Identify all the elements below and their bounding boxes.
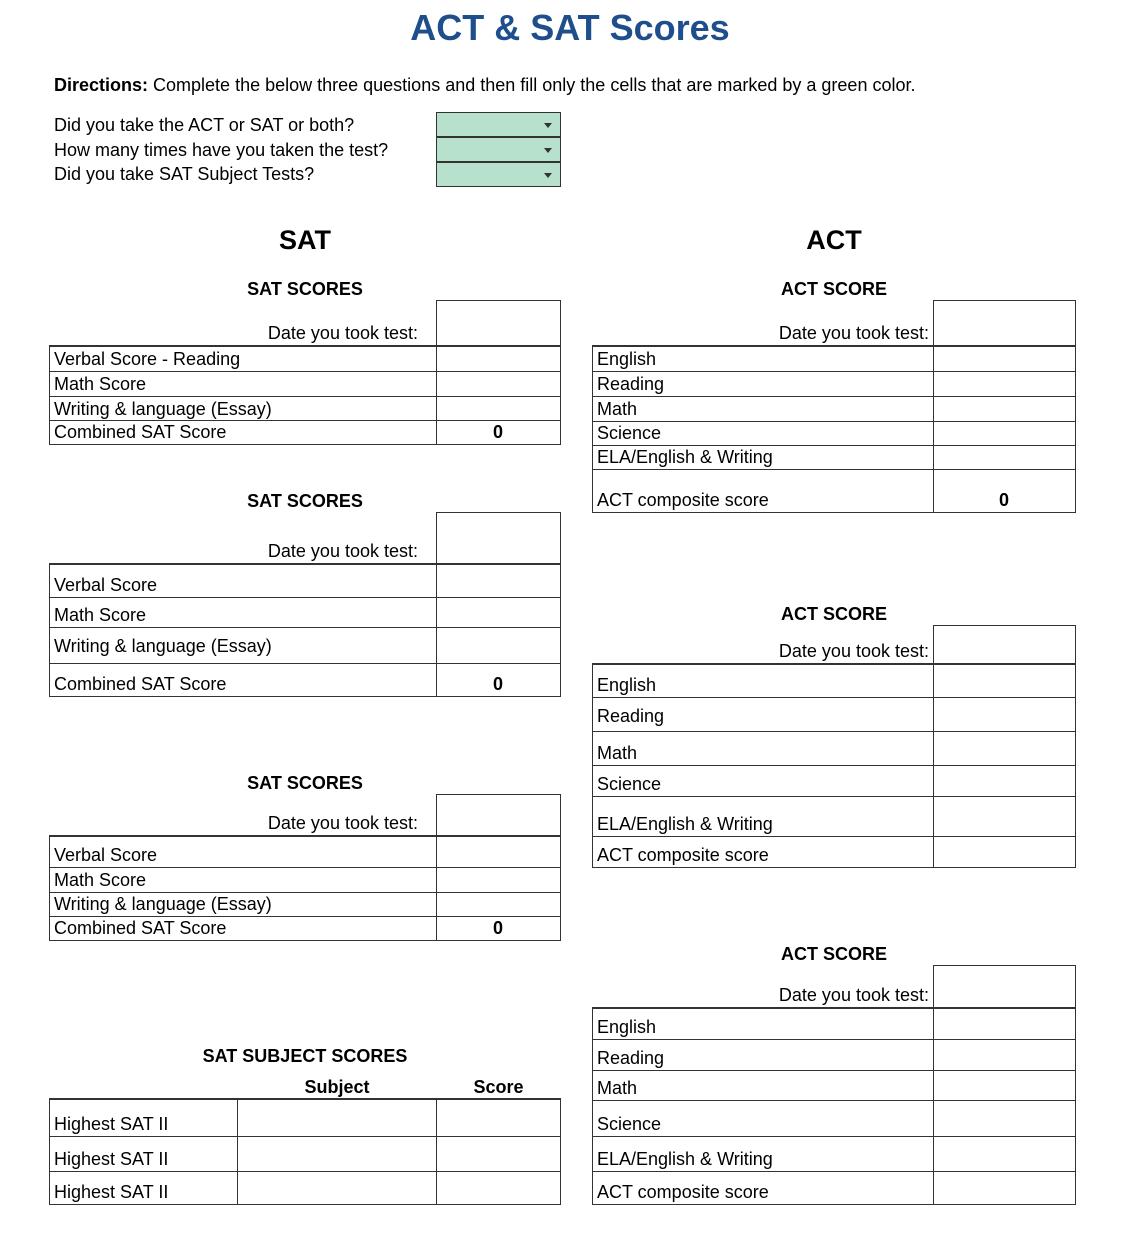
sat-subject-table: [49, 1098, 561, 1205]
times-taken-dropdown[interactable]: [436, 137, 561, 162]
sat-3-table: [49, 835, 561, 941]
sat-heading: SAT: [279, 225, 331, 255]
table-row: [593, 1039, 1075, 1070]
table-row: [50, 1099, 560, 1136]
act-heading: ACT: [806, 225, 862, 255]
row-label: Reading: [597, 706, 665, 726]
table-row: [50, 420, 560, 444]
row-label: Science: [597, 1114, 662, 1134]
row-label: ACT composite score: [597, 845, 769, 865]
row-label: Writing & language (Essay): [54, 399, 272, 419]
row-label: Writing & language (Essay): [54, 636, 272, 656]
act-2-date-input[interactable]: [933, 625, 1076, 664]
row-label: Verbal Score - Reading: [54, 349, 241, 369]
table-row: [593, 469, 1075, 512]
score-column-header: Score: [473, 1077, 524, 1097]
row-label: English: [597, 349, 657, 369]
combined-sat-value: 0: [492, 674, 503, 694]
sat-2-date-input[interactable]: [436, 512, 561, 564]
row-label: Highest SAT II: [54, 1114, 169, 1134]
table-row: [50, 836, 560, 867]
sat-1-date-input[interactable]: [436, 300, 561, 346]
chevron-down-icon: [544, 123, 552, 128]
row-label: Verbal Score: [54, 575, 158, 595]
row-label: ELA/English & Writing: [597, 814, 773, 834]
sat-subject-title: SAT SUBJECT SCORES: [202, 1046, 408, 1066]
table-row: [593, 421, 1075, 445]
act-block-3-title: ACT SCORE: [780, 944, 887, 964]
table-row: [593, 371, 1075, 396]
row-label: ELA/English & Writing: [597, 1149, 773, 1169]
row-label: ACT composite score: [597, 490, 769, 510]
table-row: [50, 1136, 560, 1171]
row-label: Math Score: [54, 374, 147, 394]
test-type-dropdown[interactable]: [436, 112, 561, 137]
directions-label: Directions:: [54, 75, 149, 95]
page-title: ACT & SAT Scores: [410, 7, 730, 48]
row-label: Math: [597, 743, 638, 763]
subject-tests-dropdown[interactable]: [436, 162, 561, 187]
table-row: [593, 1100, 1075, 1136]
act-composite-value: 0: [998, 490, 1009, 510]
table-row: [50, 597, 560, 627]
table-row: [593, 1136, 1075, 1171]
row-label: Combined SAT Score: [54, 674, 227, 694]
row-label: Math: [597, 1078, 638, 1098]
directions: [54, 74, 915, 96]
table-row: [50, 346, 560, 371]
act-block-1-title: ACT SCORE: [780, 279, 887, 299]
table-row: [593, 445, 1075, 469]
table-row: [593, 697, 1075, 731]
chevron-down-icon: [544, 173, 552, 178]
row-label: Reading: [597, 1048, 665, 1068]
table-row: [593, 765, 1075, 796]
row-label: Science: [597, 774, 662, 794]
table-row: [50, 564, 560, 597]
combined-sat-value: 0: [492, 422, 503, 442]
row-label: Reading: [597, 374, 665, 394]
act-1-date-label: Date you took test:: [778, 323, 929, 343]
act-1-date-input[interactable]: [933, 300, 1076, 346]
sat-1-table: [49, 345, 561, 445]
question-times-taken: How many times have you taken the test?: [54, 140, 389, 160]
row-label: Math: [597, 399, 638, 419]
row-label: Writing & language (Essay): [54, 894, 272, 914]
sat-3-date-label: Date you took test:: [267, 813, 418, 833]
question-subject-tests: Did you take SAT Subject Tests?: [54, 164, 315, 184]
table-row: [50, 916, 560, 940]
sat-2-date-label: Date you took test:: [267, 541, 418, 561]
row-label: Verbal Score: [54, 845, 158, 865]
row-label: Math Score: [54, 870, 147, 890]
row-label: ACT composite score: [597, 1182, 769, 1202]
act-3-table: [592, 1007, 1076, 1205]
row-label: Combined SAT Score: [54, 918, 227, 938]
chevron-down-icon: [544, 148, 552, 153]
act-2-table: [592, 663, 1076, 868]
table-row: [50, 892, 560, 916]
subject-column-header: Subject: [304, 1077, 370, 1097]
sat-3-date-input[interactable]: [436, 794, 561, 836]
table-row: [50, 663, 560, 696]
table-row: [50, 371, 560, 396]
row-label: Highest SAT II: [54, 1182, 169, 1202]
row-label: Highest SAT II: [54, 1149, 169, 1169]
table-row: [50, 627, 560, 663]
table-row: [593, 1008, 1075, 1039]
table-row: [593, 1171, 1075, 1204]
table-row: [593, 664, 1075, 697]
directions-text: Complete the below three questions and then fill only the cells that are marked by a green color.: [148, 75, 916, 95]
act-block-2-title: ACT SCORE: [780, 604, 887, 624]
table-row: [593, 796, 1075, 836]
row-label: English: [597, 675, 657, 695]
row-label: ELA/English & Writing: [597, 447, 773, 467]
sat-block-1-title: SAT SCORES: [247, 279, 363, 299]
question-test-type: Did you take the ACT or SAT or both?: [54, 115, 355, 135]
row-label: Combined SAT Score: [54, 422, 227, 442]
combined-sat-value: 0: [492, 918, 503, 938]
row-label: Science: [597, 423, 662, 443]
sat-block-2-title: SAT SCORES: [247, 491, 363, 511]
act-1-table: [592, 345, 1076, 513]
sat-1-date-label: Date you took test:: [267, 323, 418, 343]
row-label: English: [597, 1017, 657, 1037]
table-row: [593, 731, 1075, 765]
sat-block-3-title: SAT SCORES: [247, 773, 363, 793]
table-row: [50, 396, 560, 421]
table-row: [593, 396, 1075, 421]
table-row: [593, 1070, 1075, 1100]
sat-2-table: [49, 563, 561, 697]
act-3-date-input[interactable]: [933, 965, 1076, 1008]
row-label: Math Score: [54, 605, 147, 625]
act-3-date-label: Date you took test:: [778, 985, 929, 1005]
table-row: [50, 867, 560, 892]
table-row: [50, 1171, 560, 1204]
act-2-date-label: Date you took test:: [778, 641, 929, 661]
table-row: [593, 346, 1075, 371]
table-row: [593, 836, 1075, 867]
